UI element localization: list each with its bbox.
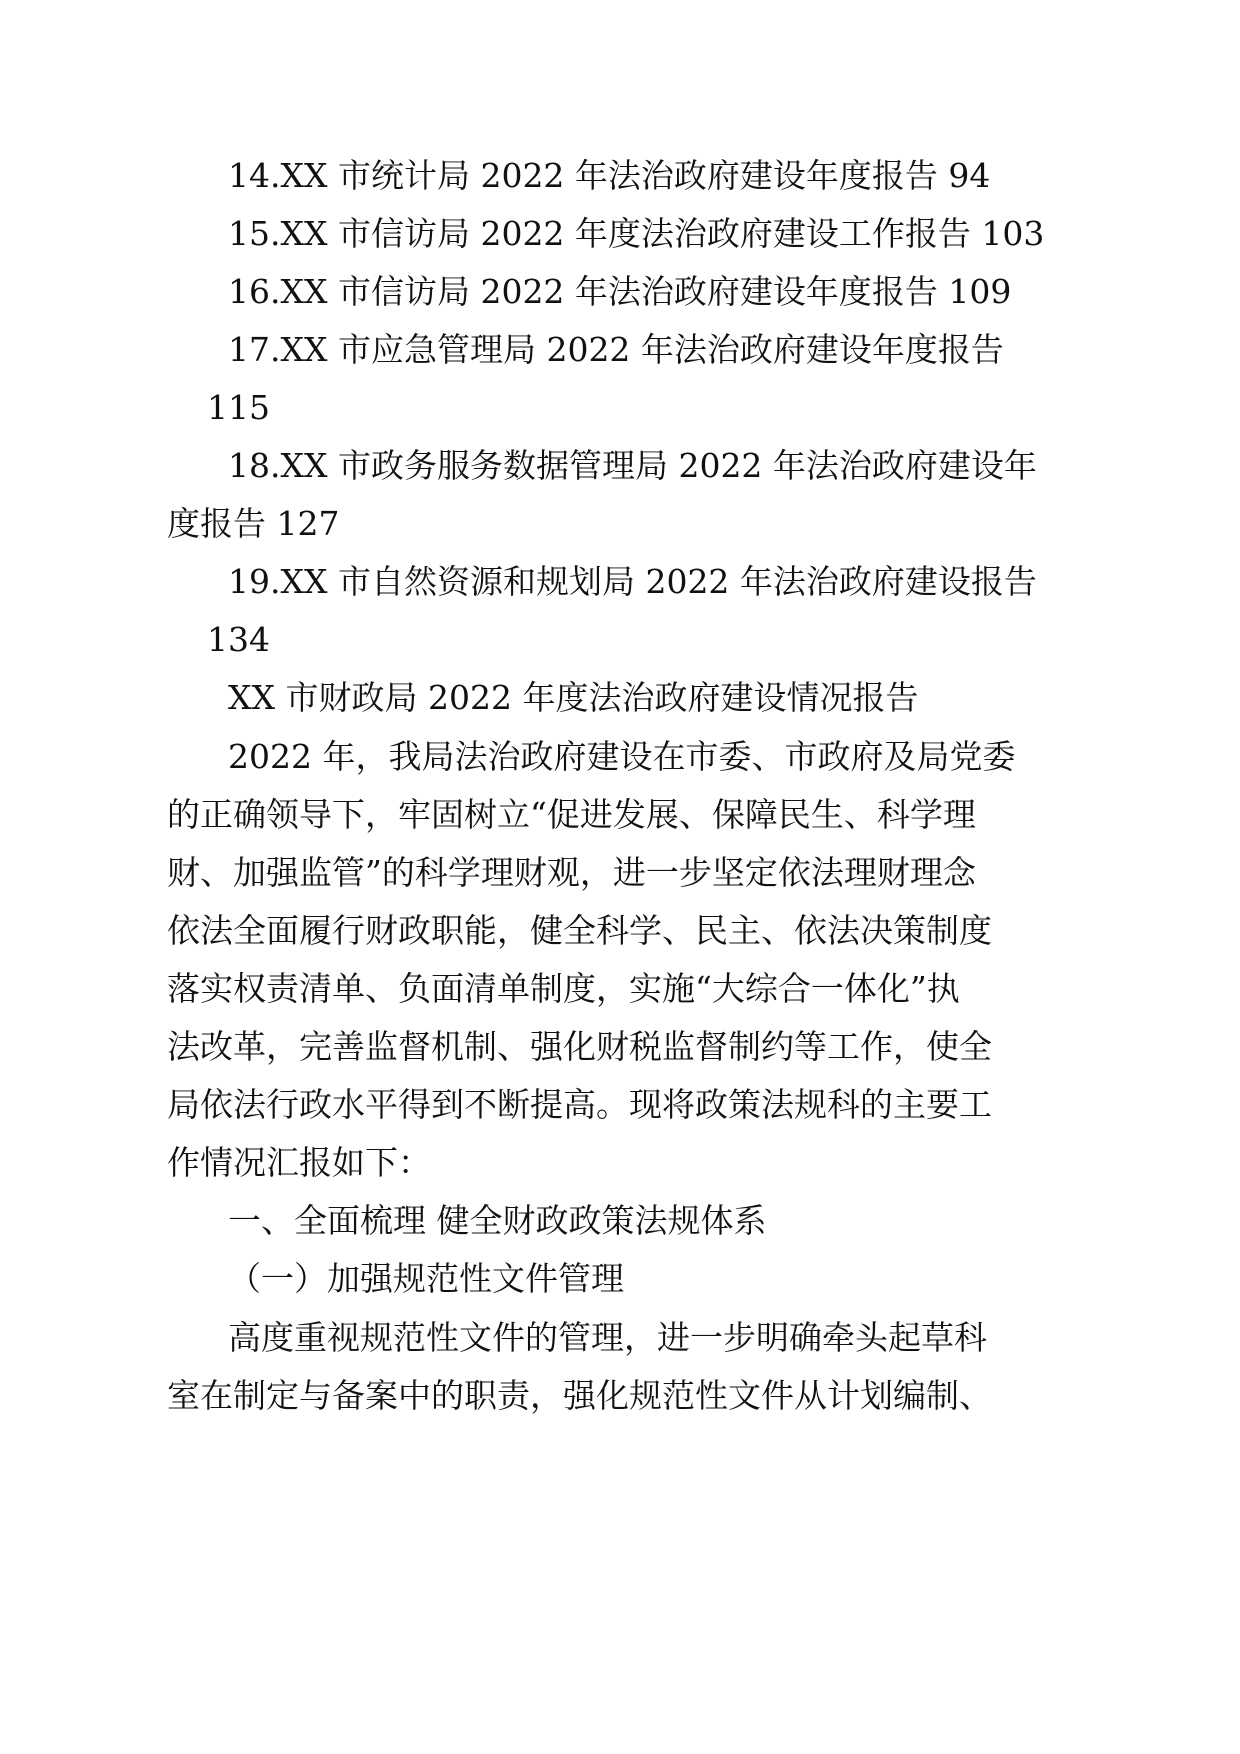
toc-item-16: 16.XX 市信访局 2022 年法治政府建设年度报告 109 [228,272,1012,311]
toc-item-19-page: 134 [207,620,270,659]
toc-item-17: 17.XX 市应急管理局 2022 年法治政府建设年度报告 [228,330,1004,369]
toc-item-15: 15.XX 市信访局 2022 年度法治政府建设工作报告 103 [228,214,1045,253]
intro-line: 2022 年，我局法治政府建设在市委、市政府及局党委 [228,737,1016,776]
subsection-heading: （一）加强规范性文件管理 [228,1259,624,1298]
toc-item-17-page: 115 [207,388,270,427]
intro-line: 落实权责清单、负面清单制度，实施“大综合一体化”执 [167,969,960,1008]
body-line: 高度重视规范性文件的管理，进一步明确牵头起草科 [228,1318,987,1357]
toc-item-19: 19.XX 市自然资源和规划局 2022 年法治政府建设报告 [228,562,1037,601]
toc-item-18: 18.XX 市政务服务数据管理局 2022 年法治政府建设年 [228,446,1037,485]
intro-line: 依法全面履行财政职能，健全科学、民主、依法决策制度 [167,911,992,950]
toc-item-18-cont: 度报告 127 [167,504,340,543]
intro-line: 局依法行政水平得到不断提高。现将政策法规科的主要工 [167,1085,992,1124]
intro-line: 法改革，完善监督机制、强化财税监督制约等工作，使全 [167,1027,992,1066]
intro-line: 作情况汇报如下： [167,1143,431,1182]
intro-line: 财、加强监管”的科学理财观，进一步坚定依法理财理念 [167,853,976,892]
section-heading: 一、全面梳理 健全财政政策法规体系 [228,1201,767,1240]
report-title: XX 市财政局 2022 年度法治政府建设情况报告 [228,678,919,717]
intro-line: 的正确领导下，牢固树立“促进发展、保障民生、科学理 [167,795,976,834]
body-line: 室在制定与备案中的职责，强化规范性文件从计划编制、 [167,1376,992,1415]
toc-item-14: 14.XX 市统计局 2022 年法治政府建设年度报告 94 [228,156,991,195]
